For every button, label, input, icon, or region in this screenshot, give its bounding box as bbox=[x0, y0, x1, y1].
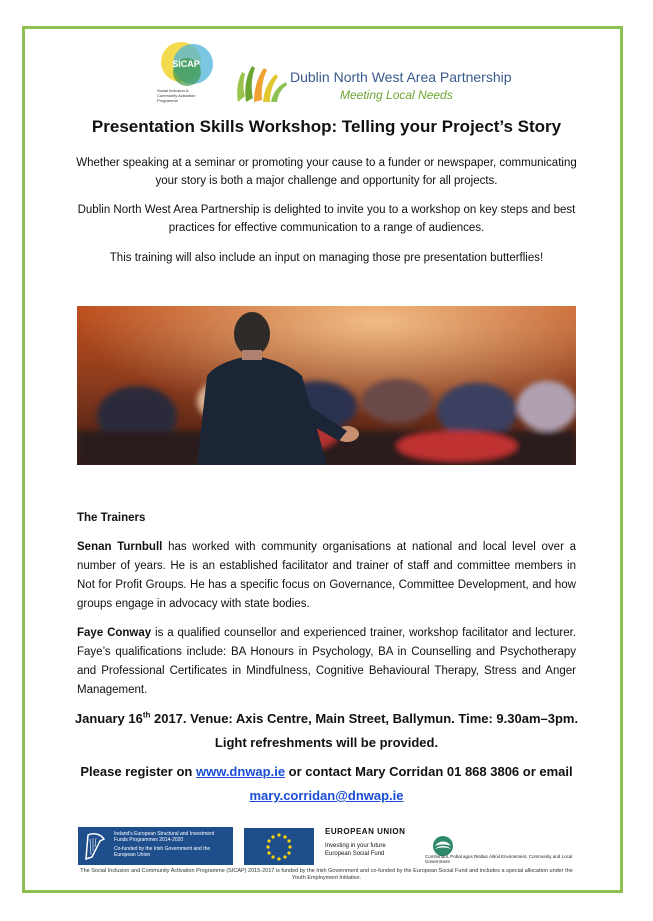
harp-icon bbox=[82, 831, 108, 861]
org-name: Dublin North West Area Partnership bbox=[290, 69, 512, 85]
eu-flag bbox=[244, 828, 314, 865]
registration-info bbox=[70, 760, 583, 808]
trainer-bio-faye bbox=[77, 624, 576, 700]
sicap-caption-2: Community Activation bbox=[157, 93, 196, 98]
sicap-logo-text: SICAP bbox=[172, 59, 200, 69]
eu-line-2: European Social Fund bbox=[325, 851, 385, 857]
trainers-heading: The Trainers bbox=[77, 512, 146, 524]
ireland-esif-logo bbox=[78, 827, 233, 865]
register-prefix: Please register on bbox=[80, 764, 196, 779]
website-link[interactable]: www.dnwap.ie bbox=[195, 764, 286, 779]
ireland-cofund-text: Co-funded by the Irish Government and the European Union bbox=[114, 846, 211, 858]
intro-paragraph-1: Whether speaking at a seminar or promoting your cause to a funder or newspaper, communicating your story is both a major challenge and opportunity for all projects. bbox=[76, 157, 577, 187]
event-date-suffix: th bbox=[142, 710, 151, 720]
trainer-bio-senan bbox=[77, 538, 576, 614]
sicap-caption-3: Programme bbox=[157, 98, 178, 103]
event-venue-time: 2017. Venue: Axis Centre, Main Street, Ballymun. Time: 9.30am–3pm. Light refreshments will be provided. bbox=[150, 711, 579, 750]
eu-title: EUROPEAN UNION bbox=[325, 827, 406, 836]
ireland-fund-text: Ireland's European Structural and Investment Funds Programmes 2014-2020 bbox=[114, 831, 215, 843]
audience-photo bbox=[77, 306, 576, 465]
sicap-caption-1: Social Inclusion & bbox=[157, 88, 189, 93]
gov-dept-text: Comhshaol, Pobal agus Rialtas Áitiúil Environment, Community and Local Government bbox=[425, 854, 573, 864]
sicap-logo bbox=[155, 40, 217, 108]
register-middle: or contact Mary Corridan 01 868 3806 or email bbox=[285, 764, 573, 779]
email-link[interactable]: mary.corridan@dnwap.ie bbox=[249, 788, 404, 803]
trainer-bio-text: is a qualified counsellor and experienced trainer, workshop facilitator and lecturer. Faye’s qualifications include: BA Honours in Psychology, BA in Counselling and Psychotherapy and Professional Certificates in Mindfulness, Cognitive Behavioural Therapy, Stress and Anger Management. bbox=[77, 627, 576, 696]
eu-text-block bbox=[325, 828, 425, 858]
event-date: January 16 bbox=[74, 711, 143, 726]
org-tagline: Meeting Local Needs bbox=[340, 88, 453, 102]
trainer-bio-text: has worked with community organisations at national and local level over a number of years. He is an established facilitator and trainer of staff and committee members in Not for Profit Groups. He has a specific focus on Governance, Committee Development, and how groups engage in advocacy with state bodies. bbox=[77, 541, 576, 610]
eu-line-1: Investing in your future bbox=[325, 843, 386, 849]
footer-note: The Social Inclusion and Community Activation Programme (SICAP) 2015-2017 is funded by the Irish Government and co-funded by the European Social Fund and includes a special allocation under the Youth Employment Initiative. bbox=[80, 868, 573, 881]
intro-paragraph-2: Dublin North West Area Partnership is delighted to invite you to a workshop on key steps and best practices for effective communication to a range of audiences. bbox=[77, 204, 576, 234]
event-details bbox=[70, 707, 583, 755]
trainer-name: Faye Conway bbox=[77, 627, 152, 639]
dnwap-hands-logo bbox=[232, 62, 292, 104]
trainer-name: Senan Turnbull bbox=[77, 541, 163, 553]
intro-paragraph-3: This training will also include an input on managing those pre presentation butterflies! bbox=[109, 252, 544, 264]
page-title: Presentation Skills Workshop: Telling your Project’s Story bbox=[91, 117, 562, 136]
